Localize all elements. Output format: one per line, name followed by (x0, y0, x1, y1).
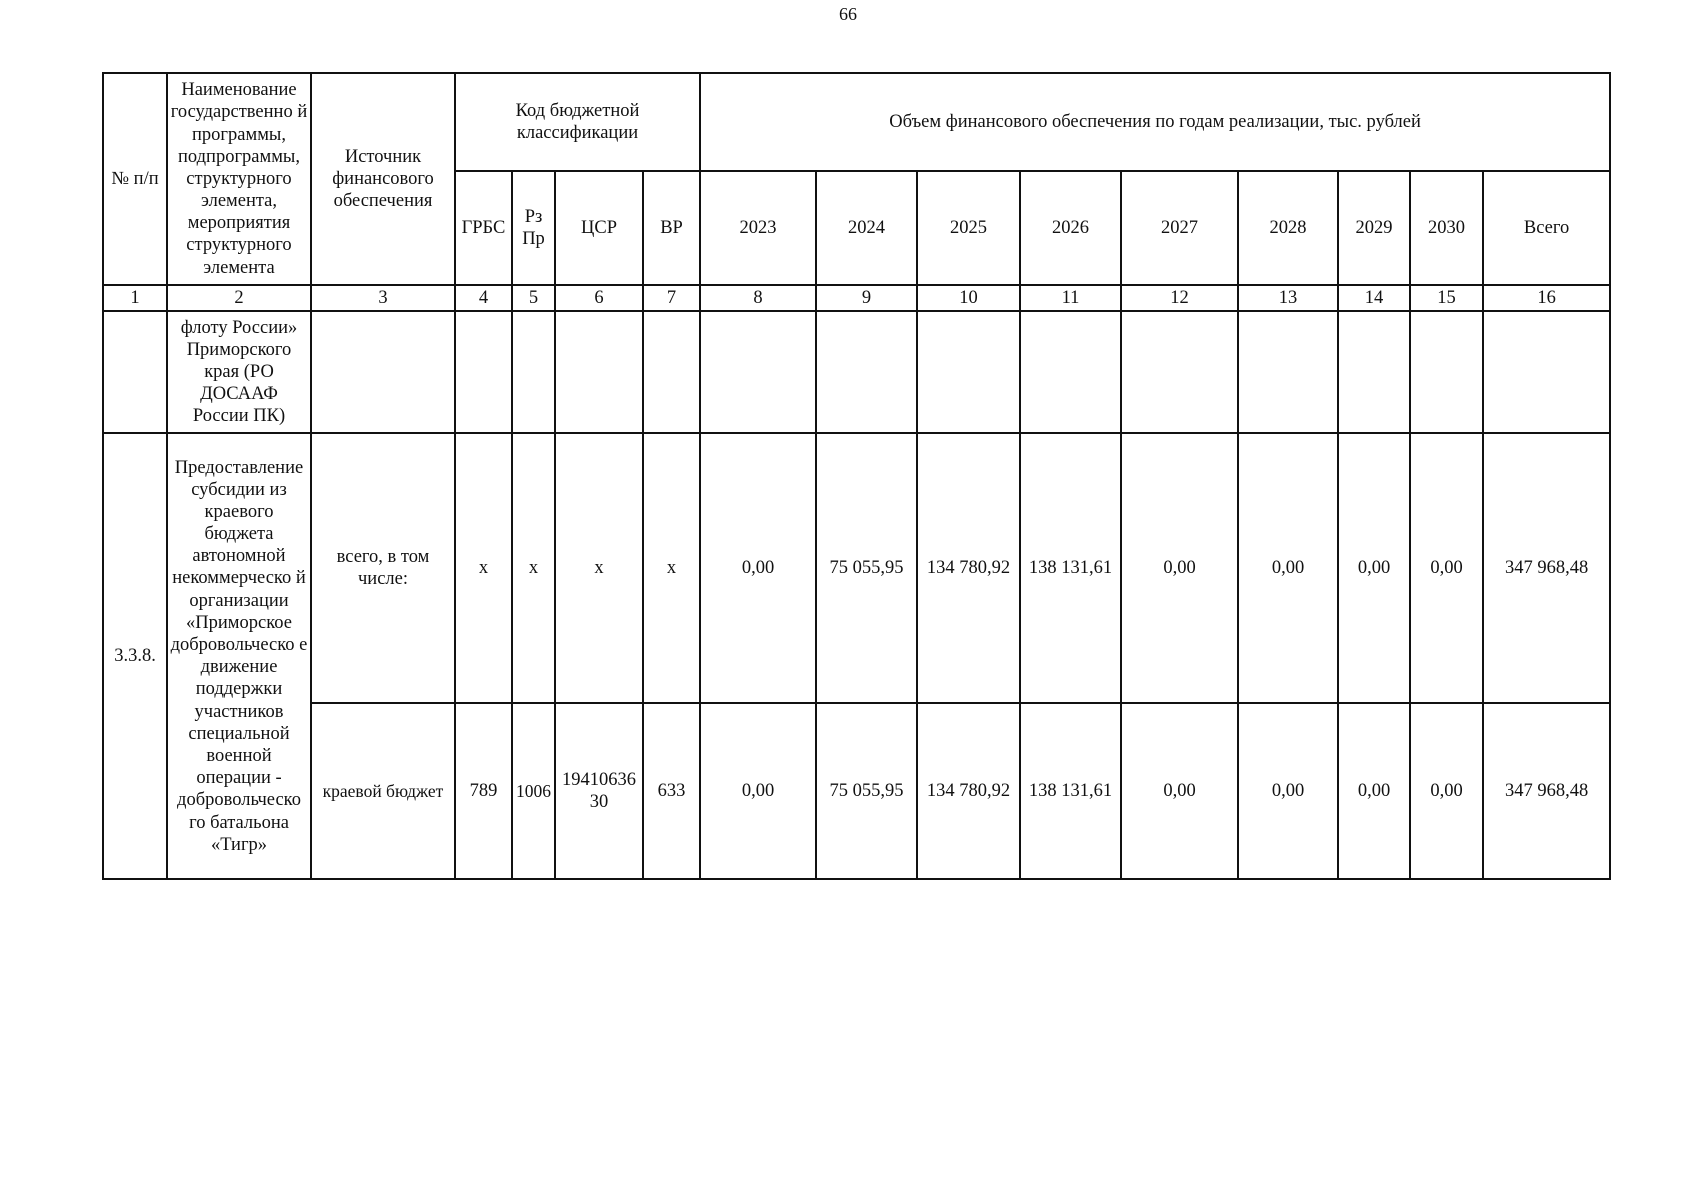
column-number: 14 (1338, 285, 1410, 311)
header-num: № п/п (103, 73, 167, 285)
header-csr: ЦСР (555, 171, 643, 285)
row-source: краевой бюджет (311, 703, 455, 879)
column-number: 13 (1238, 285, 1338, 311)
header-year: 2027 (1121, 171, 1238, 285)
cell-empty (1483, 311, 1610, 433)
header-year: 2023 (700, 171, 816, 285)
row-rzpr: 1006 (512, 703, 555, 879)
header-year: 2024 (816, 171, 917, 285)
continuation-row (103, 311, 1610, 433)
row-value: 138 131,61 (1020, 433, 1121, 703)
column-number: 6 (555, 285, 643, 311)
header-budget-code: Код бюджетной классификации (455, 73, 700, 171)
item-number: 3.3.8. (103, 433, 167, 879)
cell-empty (1121, 311, 1238, 433)
header-year: 2029 (1338, 171, 1410, 285)
cell-empty (455, 311, 512, 433)
continuation-name: флоту России» Приморского края (РО ДОСААФ России ПК) (167, 311, 311, 433)
column-number: 1 (103, 285, 167, 311)
header-year: 2030 (1410, 171, 1483, 285)
row-value: 0,00 (1338, 703, 1410, 879)
table-row (103, 433, 1610, 703)
column-number: 10 (917, 285, 1020, 311)
cell-empty (700, 311, 816, 433)
cell-empty (103, 311, 167, 433)
row-total: 347 968,48 (1483, 433, 1610, 703)
header-year: 2028 (1238, 171, 1338, 285)
header-source: Источник финансового обеспечения (311, 73, 455, 285)
column-number: 16 (1483, 285, 1610, 311)
row-value: 0,00 (1410, 433, 1483, 703)
row-value: 0,00 (1410, 703, 1483, 879)
cell-empty (816, 311, 917, 433)
column-number: 3 (311, 285, 455, 311)
cell-empty (1410, 311, 1483, 433)
row-value: 134 780,92 (917, 703, 1020, 879)
row-source: всего, в том числе: (311, 433, 455, 703)
row-total: 347 968,48 (1483, 703, 1610, 879)
row-value: 0,00 (1238, 703, 1338, 879)
row-value: 0,00 (1121, 703, 1238, 879)
row-vr: х (643, 433, 700, 703)
row-csr: 19410636 30 (555, 703, 643, 879)
row-value: 0,00 (1238, 433, 1338, 703)
cell-empty (1338, 311, 1410, 433)
header-name: Наименование государственно й программы, подпрограммы, структурного элемента, мероприятия структурного элемента (167, 73, 311, 285)
row-value: 134 780,92 (917, 433, 1020, 703)
row-vr: 633 (643, 703, 700, 879)
column-number: 12 (1121, 285, 1238, 311)
cell-empty (1238, 311, 1338, 433)
column-number: 11 (1020, 285, 1121, 311)
table-row (103, 703, 1610, 879)
column-number: 2 (167, 285, 311, 311)
item-name: Предоставление субсидии из краевого бюджета автономной некоммерческо й организации «Приморское добровольческо е движение поддержки участников специальной военной операции - добровольческо го батальона «Тигр» (167, 433, 311, 879)
budget-table (102, 72, 1611, 880)
row-value: 0,00 (1121, 433, 1238, 703)
column-number: 7 (643, 285, 700, 311)
row-grbs: х (455, 433, 512, 703)
column-number: 4 (455, 285, 512, 311)
header-rzpr: Рз Пр (512, 171, 555, 285)
column-number: 5 (512, 285, 555, 311)
row-value: 75 055,95 (816, 703, 917, 879)
row-value: 138 131,61 (1020, 703, 1121, 879)
cell-empty (917, 311, 1020, 433)
header-vr: ВР (643, 171, 700, 285)
row-value: 0,00 (700, 433, 816, 703)
cell-empty (512, 311, 555, 433)
column-number: 8 (700, 285, 816, 311)
column-number: 9 (816, 285, 917, 311)
header-grbs: ГРБС (455, 171, 512, 285)
column-number: 15 (1410, 285, 1483, 311)
row-value: 0,00 (700, 703, 816, 879)
header-total: Всего (1483, 171, 1610, 285)
page-number: 66 (839, 4, 857, 24)
row-rzpr: х (512, 433, 555, 703)
cell-empty (311, 311, 455, 433)
row-value: 75 055,95 (816, 433, 917, 703)
header-year: 2025 (917, 171, 1020, 285)
header-volume: Объем финансового обеспечения по годам реализации, тыс. рублей (700, 73, 1610, 171)
row-value: 0,00 (1338, 433, 1410, 703)
row-grbs: 789 (455, 703, 512, 879)
cell-empty (643, 311, 700, 433)
cell-empty (555, 311, 643, 433)
cell-empty (1020, 311, 1121, 433)
row-csr: х (555, 433, 643, 703)
header-year: 2026 (1020, 171, 1121, 285)
